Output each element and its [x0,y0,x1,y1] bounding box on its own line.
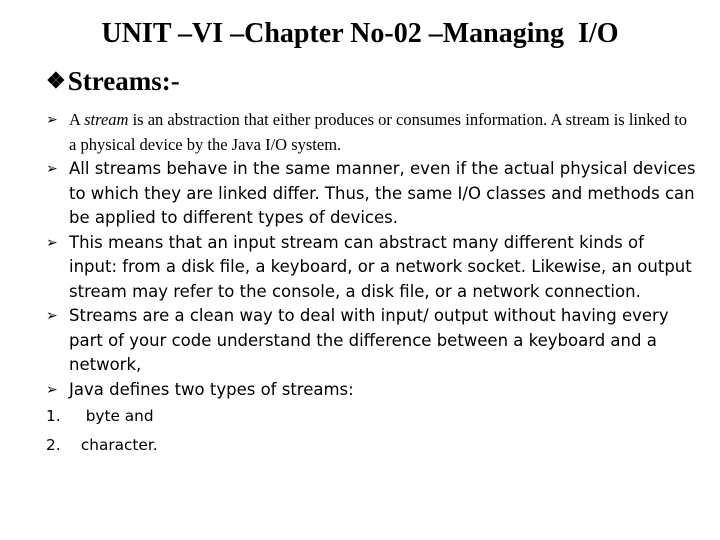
arrow-bullet-icon: ➢ [46,112,58,128]
bullet-item: ➢ All streams behave in the same manner, even if the actual physical devices to which they are linked differ. Thus, the same I/O classes and methods can be applied to different types of devices. [46,159,696,227]
bullet-item: ➢ This means that an input stream can abstract many different kinds of input: from a disk file, a keyboard, or a network socket. Likewise, an output stream may refer to the console, a disk file, or a network connection. [46,232,692,301]
numbered-list [46,402,696,460]
slide-title: UNIT –VI –Chapter No-02 –Managing I/O [101,18,619,49]
arrow-bullet-icon: ➢ [46,161,58,177]
numbered-item: 2. character. [46,431,696,460]
arrow-bullet-icon: ➢ [46,308,58,324]
arrow-bullet-icon: ➢ [46,234,58,251]
item-number: 2. [46,436,61,454]
bullet-list [46,108,696,460]
section-heading [46,63,180,99]
bullet-item: ➢ Java defines two types of streams: [46,378,696,403]
diamond-bullet-icon: ❖ [46,68,66,93]
item-number: 1. [46,407,61,425]
arrow-bullet-icon: ➢ [46,381,58,398]
numbered-list-wrapper [46,402,696,460]
bullet-item: ➢ A stream is an abstraction that either produces or consumes information. A stream is linked to a physical device by the Java I/O system. [46,110,688,154]
emphasis-text: stream [84,110,129,129]
bullet-item: ➢ Streams are a clean way to deal with input/ output without having every part of your code understand the difference between a keyboard and a network, [46,306,669,374]
section-heading-text: Streams:- [67,66,180,96]
numbered-item: 1. byte and [46,402,696,431]
